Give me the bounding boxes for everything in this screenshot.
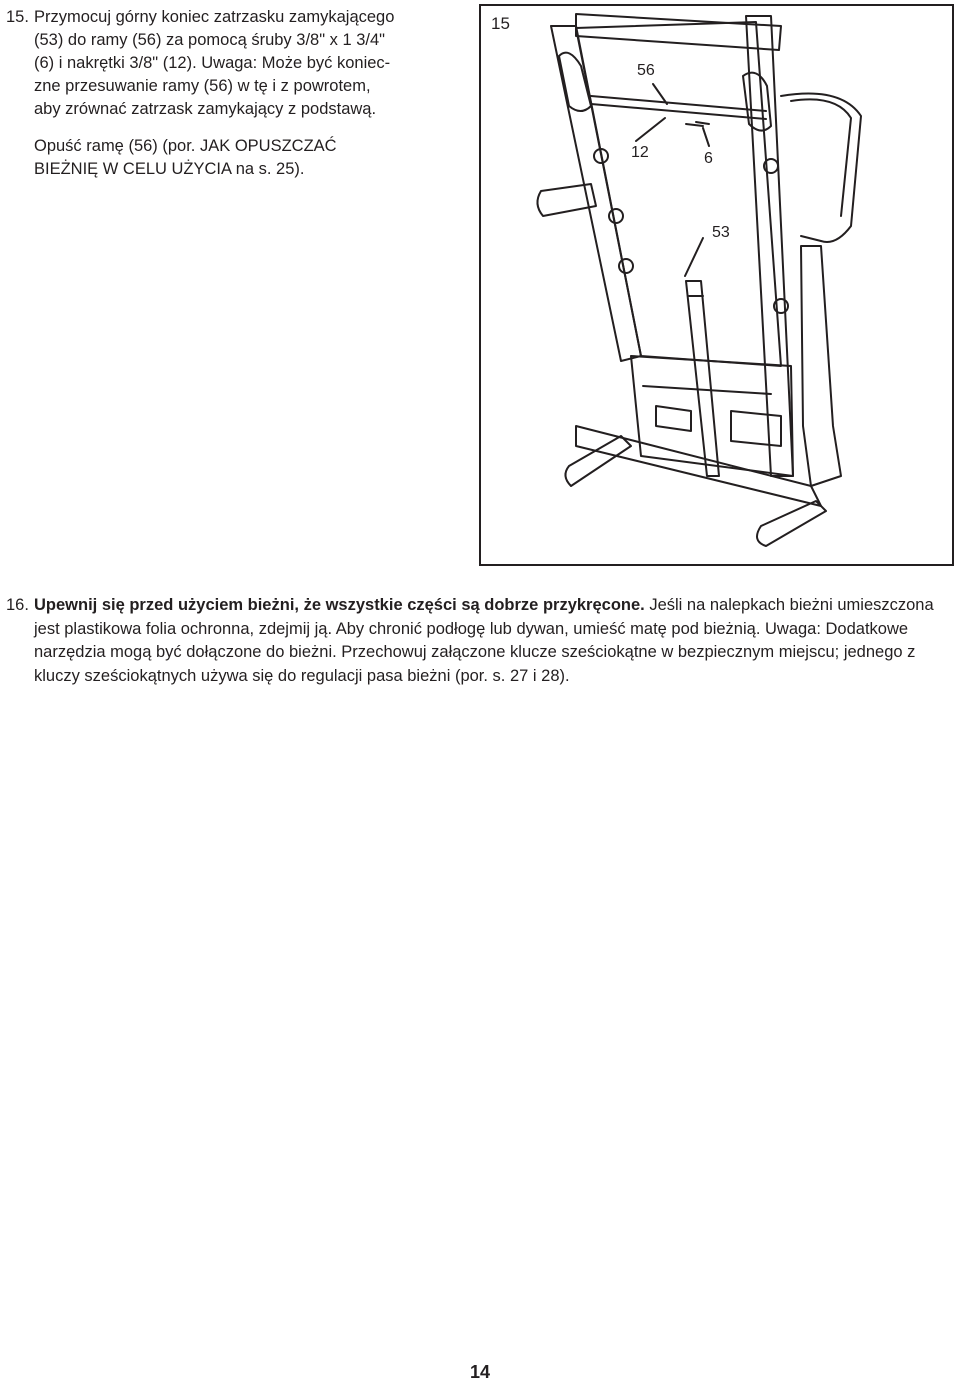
step-16-instructions — [34, 594, 934, 688]
assembly-figure — [479, 4, 954, 566]
figure-number: 15 — [491, 14, 510, 33]
roller — [609, 209, 623, 223]
leader-53 — [685, 238, 703, 276]
bolt — [686, 122, 709, 126]
callout-bolt-6: 6 — [704, 150, 713, 167]
step-16-bold-text: Upewnij się przed użyciem bieżni, że wszystkie części są dobrze przykręcone. — [34, 596, 645, 614]
callout-latch-53: 53 — [712, 224, 730, 241]
step-16-number: 16. — [6, 596, 29, 614]
step-16-body-text: Jeśli na nalepkach bieżni umieszczona jest plastikowa folia ochronna, zdejmij ją. Aby chronić podłogę lub dywan, umieść matę pod bieżnią. Uwaga: Dodatkowe narzędzia mogą być dołączone do bieżni. Przechowuj załączone klucze sześciokątne w bezpiecznym miejscu; jednego z kluczy sześciokątnych używa się do regulacji pasa bieżni (por. s. 27 i 28). — [34, 596, 934, 685]
right-handle — [743, 73, 771, 131]
step-15-instructions — [34, 6, 454, 181]
step-15-note: Opuść ramę (56) (por. JAK OPUSZCZAĆ BIEŻNIĘ W CELU UŻYCIA na s. 25). — [34, 137, 337, 178]
right-foot — [757, 501, 826, 546]
base-frame — [576, 426, 821, 506]
leader-6 — [703, 128, 709, 146]
leader-12 — [636, 118, 665, 141]
callout-frame-56: 56 — [637, 62, 655, 79]
left-frame-rail — [551, 26, 641, 361]
right-frame-rail — [746, 16, 793, 476]
frame-crossbar — [591, 96, 766, 111]
callout-nut-12: 12 — [631, 144, 649, 161]
treadmill-illustration — [481, 6, 954, 566]
right-upright — [801, 246, 841, 486]
step-15-number: 15. — [6, 8, 29, 26]
roller — [619, 259, 633, 273]
page-number: 14 — [469, 1362, 491, 1382]
deck-top-crossbar — [576, 14, 781, 50]
step-15-text: Przymocuj górny koniec zatrzasku zamykającego (53) do ramy (56) za pomocą śruby 3/8" x 1 3/4" (6) i nakrętki 3/8" (12). Uwaga: Może być koniec- zne przesuwanie ramy (56) w tę i z powrotem, aby zrównać zatrzask zamykający z podstawą. — [34, 8, 395, 118]
latch-tube — [686, 281, 719, 476]
